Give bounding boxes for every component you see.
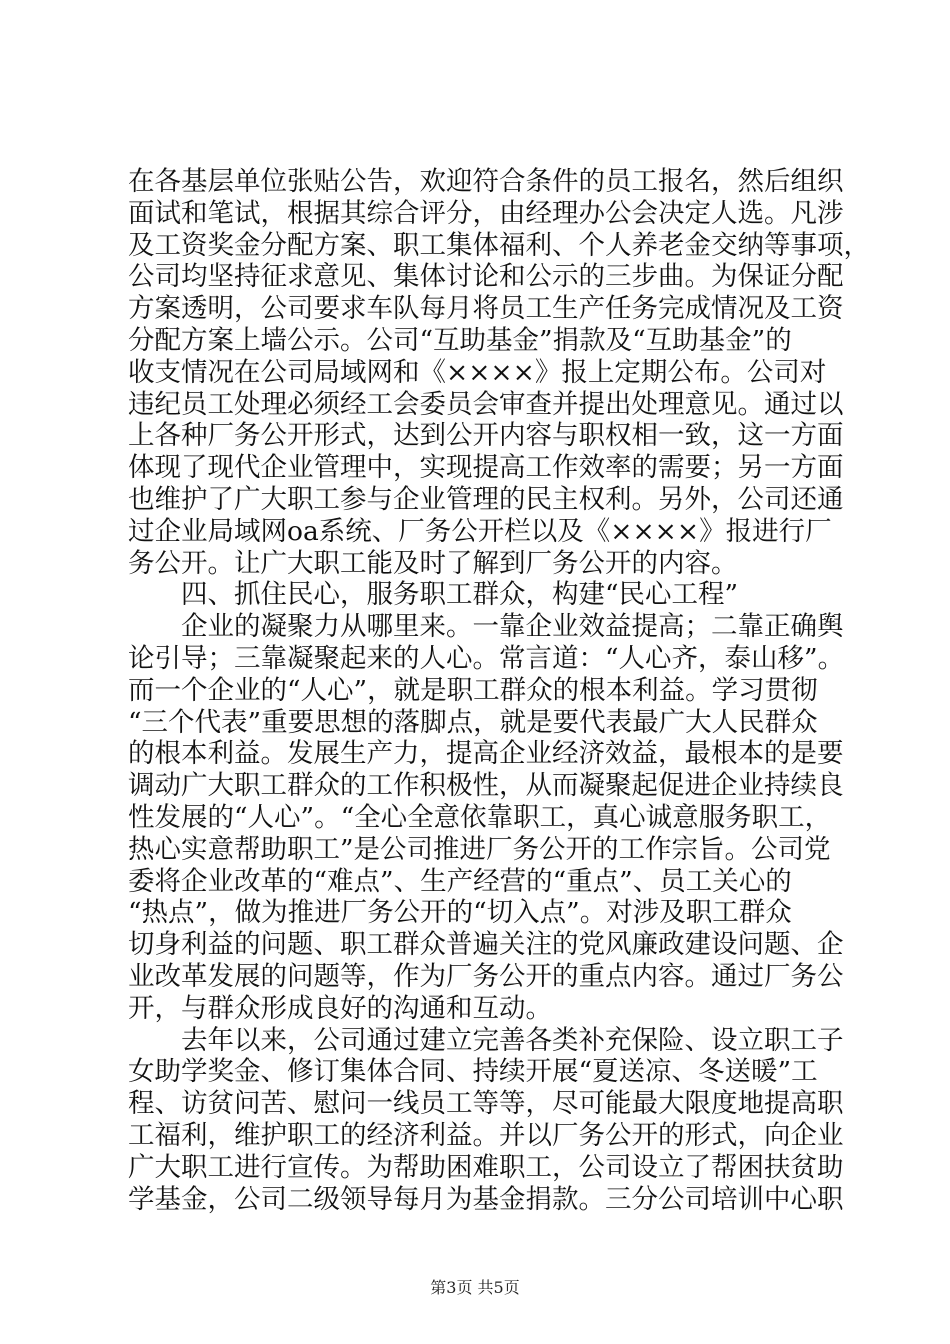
text-line: 热心实意帮助职工”是公司推进厂务公开的工作宗旨。公司党 [128, 833, 831, 865]
text-line: 学基金，公司二级领导每月为基金捐款。三分公司培训中心职 [128, 1183, 844, 1215]
text-line: 女助学奖金、修订集体合同、持续开展“夏送凉、冬送暖”工 [128, 1056, 818, 1088]
text-line: 广大职工进行宣传。为帮助困难职工，公司设立了帮困扶贫助 [128, 1151, 844, 1183]
text-line: 论引导；三靠凝聚起来的人心。常言道：“人心齐，泰山移”。 [128, 642, 845, 674]
text-line: 去年以来，公司通过建立完善各类补充保险、设立职工子 [128, 1024, 844, 1056]
text-line: 调动广大职工群众的工作积极性，从而凝聚起促进企业持续良 [128, 770, 844, 802]
text-line: 企业的凝聚力从哪里来。一靠企业效益提高；二靠正确舆 [128, 611, 844, 643]
text-line: 体现了现代企业管理中，实现提高工作效率的需要；另一方面 [128, 452, 844, 484]
text-line: “热点”，做为推进厂务公开的“切入点”。对涉及职工群众 [128, 897, 792, 929]
text-line: 性发展的“人心”。“全心全意依靠职工，真心诚意服务职工， [128, 801, 832, 833]
text-line: 委将企业改革的“难点”、生产经营的“重点”、员工关心的 [128, 865, 792, 897]
text-line: 也维护了广大职工参与企业管理的民主权利。另外，公司还通 [128, 483, 844, 515]
text-line: 在各基层单位张贴公告，欢迎符合条件的员工报名，然后组织 [128, 166, 844, 197]
text-line: 程、访贫问苦、慰问一线员工等等，尽可能最大限度地提高职 [128, 1088, 844, 1120]
text-line: 而一个企业的“人心”，就是职工群众的根本利益。学习贯彻 [128, 674, 818, 706]
text-line: 过企业局域网oa系统、厂务公开栏以及《××××》报进行厂 [128, 515, 832, 547]
text-line: 业改革发展的问题等，作为厂务公开的重点内容。通过厂务公 [128, 960, 844, 992]
text-line: 方案透明，公司要求车队每月将员工生产任务完成情况及工资 [128, 293, 844, 325]
text-line: “三个代表”重要思想的落脚点，就是要代表最广大人民群众 [128, 706, 818, 738]
text-line: 切身利益的问题、职工群众普遍关注的党风廉政建设问题、企 [128, 929, 844, 961]
text-line: 务公开。让广大职工能及时了解到厂务公开的内容。 [128, 547, 738, 579]
text-line: 分配方案上墙公示。公司“互助基金”捐款及“互助基金”的 [128, 324, 792, 356]
text-line: 面试和笔试，根据其综合评分，由经理办公会决定人选。凡涉 [128, 197, 844, 229]
text-line: 四、抓住民心，服务职工群众，构建“民心工程” [128, 579, 739, 611]
text-line: 违纪员工处理必须经工会委员会审查并提出处理意见。通过以 [128, 388, 844, 420]
document-body [128, 166, 870, 1215]
page-footer: 第3页 共5页 [430, 1278, 520, 1297]
text-line: 公司均坚持征求意见、集体讨论和公示的三步曲。为保证分配 [128, 261, 844, 293]
text-line: 的根本利益。发展生产力，提高企业经济效益，最根本的是要 [128, 738, 844, 770]
text-line: 工福利，维护职工的经济利益。并以厂务公开的形式，向企业 [128, 1119, 844, 1151]
text-line: 及工资奖金分配方案、职工集体福利、个人养老金交纳等事项， [128, 229, 870, 261]
text-line: 开，与群众形成良好的沟通和互动。 [128, 992, 552, 1024]
text-line: 上各种厂务公开形式，达到公开内容与职权相一致，这一方面 [128, 420, 844, 452]
text-line: 收支情况在公司局域网和《××××》报上定期公布。公司对 [128, 356, 827, 388]
